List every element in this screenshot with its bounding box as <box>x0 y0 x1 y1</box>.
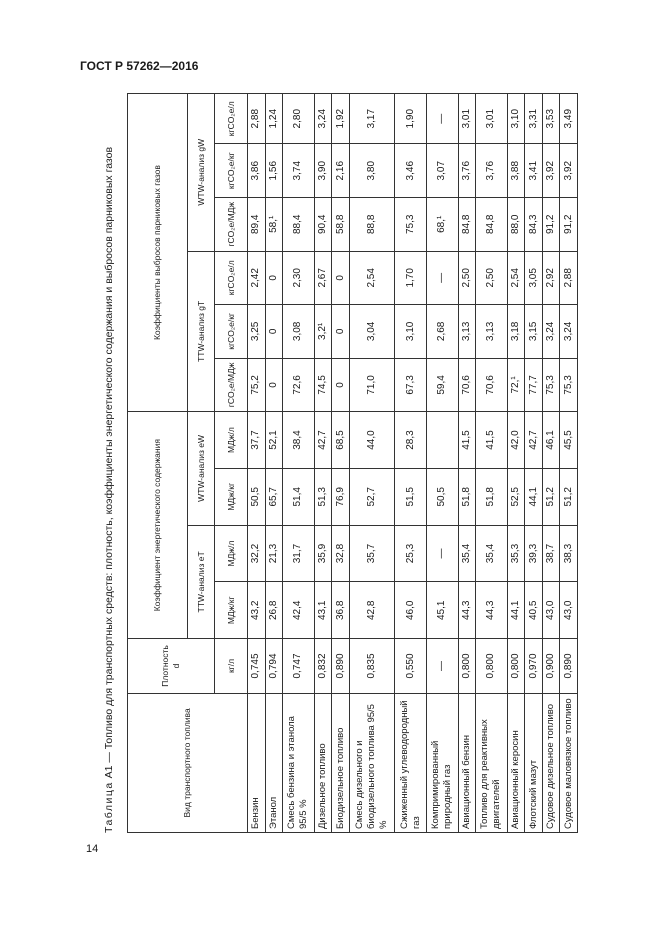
value-cell: 88,4 <box>283 197 315 251</box>
table-row <box>525 94 543 833</box>
value-cell: 68,¹ <box>427 197 459 251</box>
value-cell: 3,13 <box>458 305 476 359</box>
value-cell: 25,3 <box>395 525 427 582</box>
fuel-name-cell: Топливо для реактивных двигателей <box>476 693 508 832</box>
value-cell: 3,04 <box>349 305 395 359</box>
fuel-name-cell: Биодизельное топливо <box>332 693 350 832</box>
value-cell: 3,88 <box>507 144 525 198</box>
value-cell: 51,2 <box>560 468 578 525</box>
value-cell: 28,3 <box>395 412 427 469</box>
value-cell: 42,4 <box>283 582 315 639</box>
value-cell: 51,8 <box>458 468 476 525</box>
value-cell: 67,3 <box>395 358 427 412</box>
value-cell: 0 <box>332 305 350 359</box>
header-wtw-e: WTW-анализ eW <box>188 412 215 526</box>
value-cell: — <box>427 251 459 305</box>
value-cell: 3,17 <box>349 94 395 144</box>
value-cell: 42,0 <box>507 412 525 469</box>
table-row <box>542 94 560 833</box>
value-cell: 43,0 <box>542 582 560 639</box>
fuel-name-cell: Бензин <box>248 693 266 832</box>
unit-header: кг/л <box>215 639 248 694</box>
value-cell: 3,24 <box>560 305 578 359</box>
caption-text: А1 — Топливо для транспортных средств: плотность, коэффициенты энергетического содержания и выбросов парниковых газов <box>103 146 115 782</box>
value-cell: 3,76 <box>458 144 476 198</box>
value-cell: 51,2 <box>542 468 560 525</box>
value-cell: 74,5 <box>314 358 332 412</box>
value-cell: 50,5 <box>427 468 459 525</box>
table-row <box>248 94 266 833</box>
header-wtw-g: WTW-анализ gW <box>188 94 215 252</box>
header-fuel-type: Вид транспортного топлива <box>128 693 248 832</box>
value-cell: 0 <box>265 358 283 412</box>
value-cell: 0,835 <box>349 639 395 694</box>
fuel-name-cell: Сжиженный углеводородный газ <box>395 693 427 832</box>
unit-header: кгCO₂е/л <box>215 94 248 144</box>
value-cell: 1,70 <box>395 251 427 305</box>
value-cell: 3,49 <box>560 94 578 144</box>
value-cell: 58,8 <box>332 197 350 251</box>
value-cell: 0,890 <box>332 639 350 694</box>
table-caption <box>98 93 120 833</box>
value-cell: 3,18 <box>507 305 525 359</box>
value-cell: 3,86 <box>248 144 266 198</box>
value-cell: 3,76 <box>476 144 508 198</box>
value-cell: 2,16 <box>332 144 350 198</box>
value-cell: 2,50 <box>476 251 508 305</box>
value-cell: 3,01 <box>458 94 476 144</box>
value-cell: 0,800 <box>507 639 525 694</box>
value-cell: — <box>427 639 459 694</box>
value-cell: 0,890 <box>560 639 578 694</box>
value-cell: 51,3 <box>314 468 332 525</box>
value-cell: 3,05 <box>525 251 543 305</box>
value-cell: 51,5 <box>395 468 427 525</box>
value-cell: 51,8 <box>476 468 508 525</box>
value-cell: 2,67 <box>314 251 332 305</box>
value-cell: 71,0 <box>349 358 395 412</box>
table-row <box>332 94 350 833</box>
table-row <box>427 94 459 833</box>
value-cell: 1,56 <box>265 144 283 198</box>
value-cell: 70,6 <box>458 358 476 412</box>
value-cell: 1,92 <box>332 94 350 144</box>
value-cell: 3,53 <box>542 94 560 144</box>
value-cell: 0 <box>332 358 350 412</box>
value-cell: 65,7 <box>265 468 283 525</box>
unit-header: МДж/кг <box>215 582 248 639</box>
value-cell: 21,3 <box>265 525 283 582</box>
value-cell: 91,2 <box>560 197 578 251</box>
value-cell: 42,7 <box>525 412 543 469</box>
fuel-name-cell: Авиационный керосин <box>507 693 525 832</box>
value-cell: 3,92 <box>542 144 560 198</box>
value-cell: — <box>427 525 459 582</box>
value-cell: 3,41 <box>525 144 543 198</box>
value-cell: 72,¹ <box>507 358 525 412</box>
value-cell: 2,88 <box>560 251 578 305</box>
value-cell: 3,31 <box>525 94 543 144</box>
value-cell: 77,7 <box>525 358 543 412</box>
value-cell: 0,970 <box>525 639 543 694</box>
value-cell: 41,5 <box>458 412 476 469</box>
value-cell: 3,2¹ <box>314 305 332 359</box>
value-cell: 52,5 <box>507 468 525 525</box>
value-cell: 31,7 <box>283 525 315 582</box>
caption-label: Таблица <box>103 781 115 833</box>
value-cell: 44,3 <box>476 582 508 639</box>
value-cell: 45,5 <box>560 412 578 469</box>
table-row <box>458 94 476 833</box>
value-cell: 75,2 <box>248 358 266 412</box>
page-number: 14 <box>86 843 99 855</box>
value-cell: 43,0 <box>560 582 578 639</box>
value-cell: 52,1 <box>265 412 283 469</box>
value-cell: 2,42 <box>248 251 266 305</box>
value-cell: 0,550 <box>395 639 427 694</box>
value-cell: 45,1 <box>427 582 459 639</box>
value-cell: 0 <box>265 251 283 305</box>
value-cell: 0,832 <box>314 639 332 694</box>
value-cell: 76,9 <box>332 468 350 525</box>
value-cell: 84,8 <box>458 197 476 251</box>
document-header: ГОСТ Р 57262—2016 <box>80 59 199 73</box>
table-row <box>283 94 315 833</box>
value-cell: 46,0 <box>395 582 427 639</box>
value-cell: 46,1 <box>542 412 560 469</box>
value-cell: 3,01 <box>476 94 508 144</box>
value-cell: 1,24 <box>265 94 283 144</box>
value-cell: 2,54 <box>507 251 525 305</box>
value-cell: 32,8 <box>332 525 350 582</box>
value-cell: 75,3 <box>560 358 578 412</box>
table-row <box>507 94 525 833</box>
value-cell: 2,68 <box>427 305 459 359</box>
table-row <box>314 94 332 833</box>
value-cell: 38,4 <box>283 412 315 469</box>
value-cell: 3,74 <box>283 144 315 198</box>
value-cell: 35,9 <box>314 525 332 582</box>
value-cell: 84,8 <box>476 197 508 251</box>
value-cell: 3,10 <box>507 94 525 144</box>
value-cell: 43,1 <box>314 582 332 639</box>
value-cell: 38,3 <box>560 525 578 582</box>
table-row <box>349 94 395 833</box>
value-cell: 2,92 <box>542 251 560 305</box>
header-density: Плотность d <box>128 639 215 694</box>
fuel-table <box>127 93 578 833</box>
value-cell: 3,24 <box>542 305 560 359</box>
unit-header: кгCO₂е/кг <box>215 305 248 359</box>
header-energy: Коэффициент энергетического содержания <box>128 412 188 639</box>
value-cell: 35,4 <box>476 525 508 582</box>
table-row <box>265 94 283 833</box>
value-cell: 51,4 <box>283 468 315 525</box>
fuel-name-cell: Этанол <box>265 693 283 832</box>
value-cell: 0,800 <box>476 639 508 694</box>
fuel-name-cell: Авиационный бензин <box>458 693 476 832</box>
fuel-table-wrapper <box>127 93 578 833</box>
value-cell: 72,6 <box>283 358 315 412</box>
value-cell: 68,5 <box>332 412 350 469</box>
value-cell: 88,8 <box>349 197 395 251</box>
unit-header: МДж/кг <box>215 468 248 525</box>
unit-header: кгCO₂е/л <box>215 251 248 305</box>
fuel-name-cell: Дизельное топливо <box>314 693 332 832</box>
value-cell: 38,7 <box>542 525 560 582</box>
value-cell: 2,50 <box>458 251 476 305</box>
value-cell: 43,2 <box>248 582 266 639</box>
value-cell: 32,2 <box>248 525 266 582</box>
unit-header: МДж/л <box>215 412 248 469</box>
value-cell: 88,0 <box>507 197 525 251</box>
value-cell: 90,4 <box>314 197 332 251</box>
value-cell: 75,3 <box>542 358 560 412</box>
header-ttw-e: TTW-анализ eT <box>188 525 215 639</box>
table-row <box>560 94 578 833</box>
value-cell: 3,46 <box>395 144 427 198</box>
value-cell: 0,794 <box>265 639 283 694</box>
table-row <box>395 94 427 833</box>
unit-header: гCO₂е/МДж <box>215 197 248 251</box>
value-cell: 3,80 <box>349 144 395 198</box>
value-cell: 42,8 <box>349 582 395 639</box>
unit-header: гCO₂е/МДж <box>215 358 248 412</box>
value-cell: 2,88 <box>248 94 266 144</box>
value-cell: 3,25 <box>248 305 266 359</box>
value-cell: 42,7 <box>314 412 332 469</box>
value-cell: 3,15 <box>525 305 543 359</box>
value-cell: 2,30 <box>283 251 315 305</box>
value-cell: 2,54 <box>349 251 395 305</box>
value-cell: 52,7 <box>349 468 395 525</box>
unit-header: кгCO₂е/кг <box>215 144 248 198</box>
header-ttw-g: TTW-анализ gT <box>188 251 215 412</box>
value-cell: 3,07 <box>427 144 459 198</box>
value-cell: 0 <box>265 305 283 359</box>
fuel-name-cell: Судовое дизельное топливо <box>542 693 560 832</box>
value-cell: 40,5 <box>525 582 543 639</box>
value-cell: 70,6 <box>476 358 508 412</box>
fuel-name-cell: Флотский мазут <box>525 693 543 832</box>
value-cell: 3,10 <box>395 305 427 359</box>
value-cell: 0,800 <box>458 639 476 694</box>
value-cell: — <box>427 94 459 144</box>
value-cell: 75,3 <box>395 197 427 251</box>
value-cell <box>427 412 459 469</box>
value-cell: 91,2 <box>542 197 560 251</box>
value-cell: 0,900 <box>542 639 560 694</box>
value-cell: 58,¹ <box>265 197 283 251</box>
value-cell: 36,8 <box>332 582 350 639</box>
fuel-name-cell: Судовое маловязкое топливо <box>560 693 578 832</box>
value-cell: 35,7 <box>349 525 395 582</box>
value-cell: 0 <box>332 251 350 305</box>
value-cell: 3,13 <box>476 305 508 359</box>
value-cell: 59,4 <box>427 358 459 412</box>
value-cell: 3,90 <box>314 144 332 198</box>
unit-header: МДж/л <box>215 525 248 582</box>
value-cell: 44,3 <box>458 582 476 639</box>
value-cell: 0,747 <box>283 639 315 694</box>
value-cell: 37,7 <box>248 412 266 469</box>
value-cell: 35,3 <box>507 525 525 582</box>
value-cell: 41,5 <box>476 412 508 469</box>
value-cell: 3,08 <box>283 305 315 359</box>
value-cell: 44,1 <box>525 468 543 525</box>
value-cell: 0,745 <box>248 639 266 694</box>
table-row <box>476 94 508 833</box>
value-cell: 84,3 <box>525 197 543 251</box>
fuel-name-cell: Смесь дизельного и биодизельного топлива 95/5 % <box>349 693 395 832</box>
value-cell: 50,5 <box>248 468 266 525</box>
header-ghg: Коэффициенты выбросов парниковых газов <box>128 94 188 412</box>
value-cell: 3,24 <box>314 94 332 144</box>
value-cell: 3,92 <box>560 144 578 198</box>
fuel-name-cell: Компримированный природный газ <box>427 693 459 832</box>
value-cell: 2,80 <box>283 94 315 144</box>
value-cell: 39,3 <box>525 525 543 582</box>
fuel-name-cell: Смесь бензина и этанола 95/5 % <box>283 693 315 832</box>
value-cell: 44,1 <box>507 582 525 639</box>
value-cell: 26,8 <box>265 582 283 639</box>
value-cell: 44,0 <box>349 412 395 469</box>
value-cell: 89,4 <box>248 197 266 251</box>
value-cell: 1,90 <box>395 94 427 144</box>
value-cell: 35,4 <box>458 525 476 582</box>
